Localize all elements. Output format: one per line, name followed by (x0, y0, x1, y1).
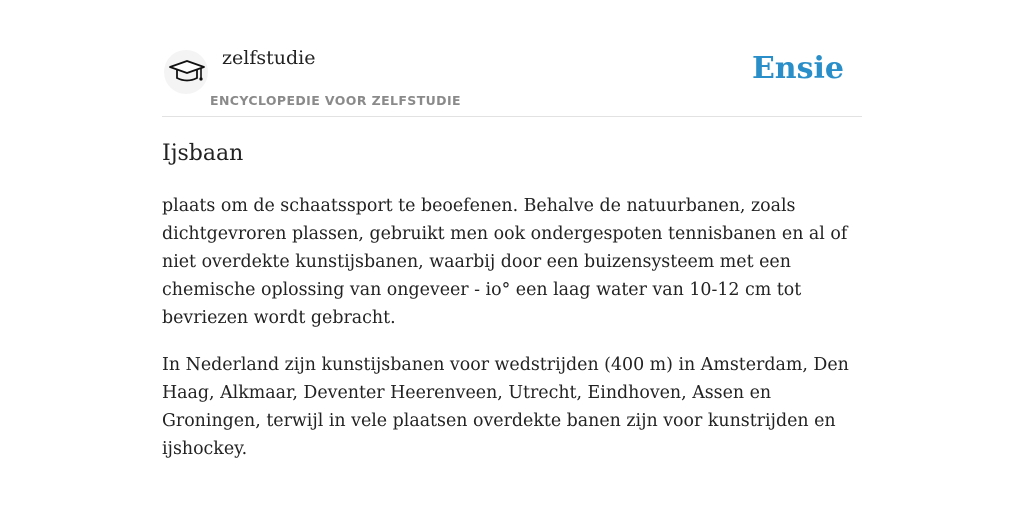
site-logo[interactable] (164, 50, 208, 94)
brand-logo-link[interactable]: Ensie (751, 51, 844, 86)
site-header (162, 0, 862, 117)
article-paragraph: In Nederland zijn kunstijsbanen voor wedstrijden (400 m) in Amsterdam, Den Haag, Alkmaar, Deventer Heerenveen, Utrecht, Eindhoven, Assen en Groningen, terwijl in vele plaatsen overdekte banen zijn voor kunstrijden en ijshockey. (162, 355, 849, 459)
site-tagline: ENCYCLOPEDIE VOOR ZELFSTUDIE (210, 93, 461, 108)
article-title: Ijsbaan (162, 141, 244, 166)
article (162, 138, 862, 463)
site-name[interactable]: zelfstudie (222, 47, 316, 69)
article-paragraph: plaats om de schaatssport te beoefenen. Behalve de natuurbanen, zoals dichtgevroren plassen, gebruikt men ook ondergespoten tennisbanen en al of niet overdekte kunstijsbanen, waarbij door een buizensysteem met een chemische oplossing van ongeveer - io° een laag water van 10-12 cm tot bevriezen wordt gebracht. (162, 196, 848, 328)
